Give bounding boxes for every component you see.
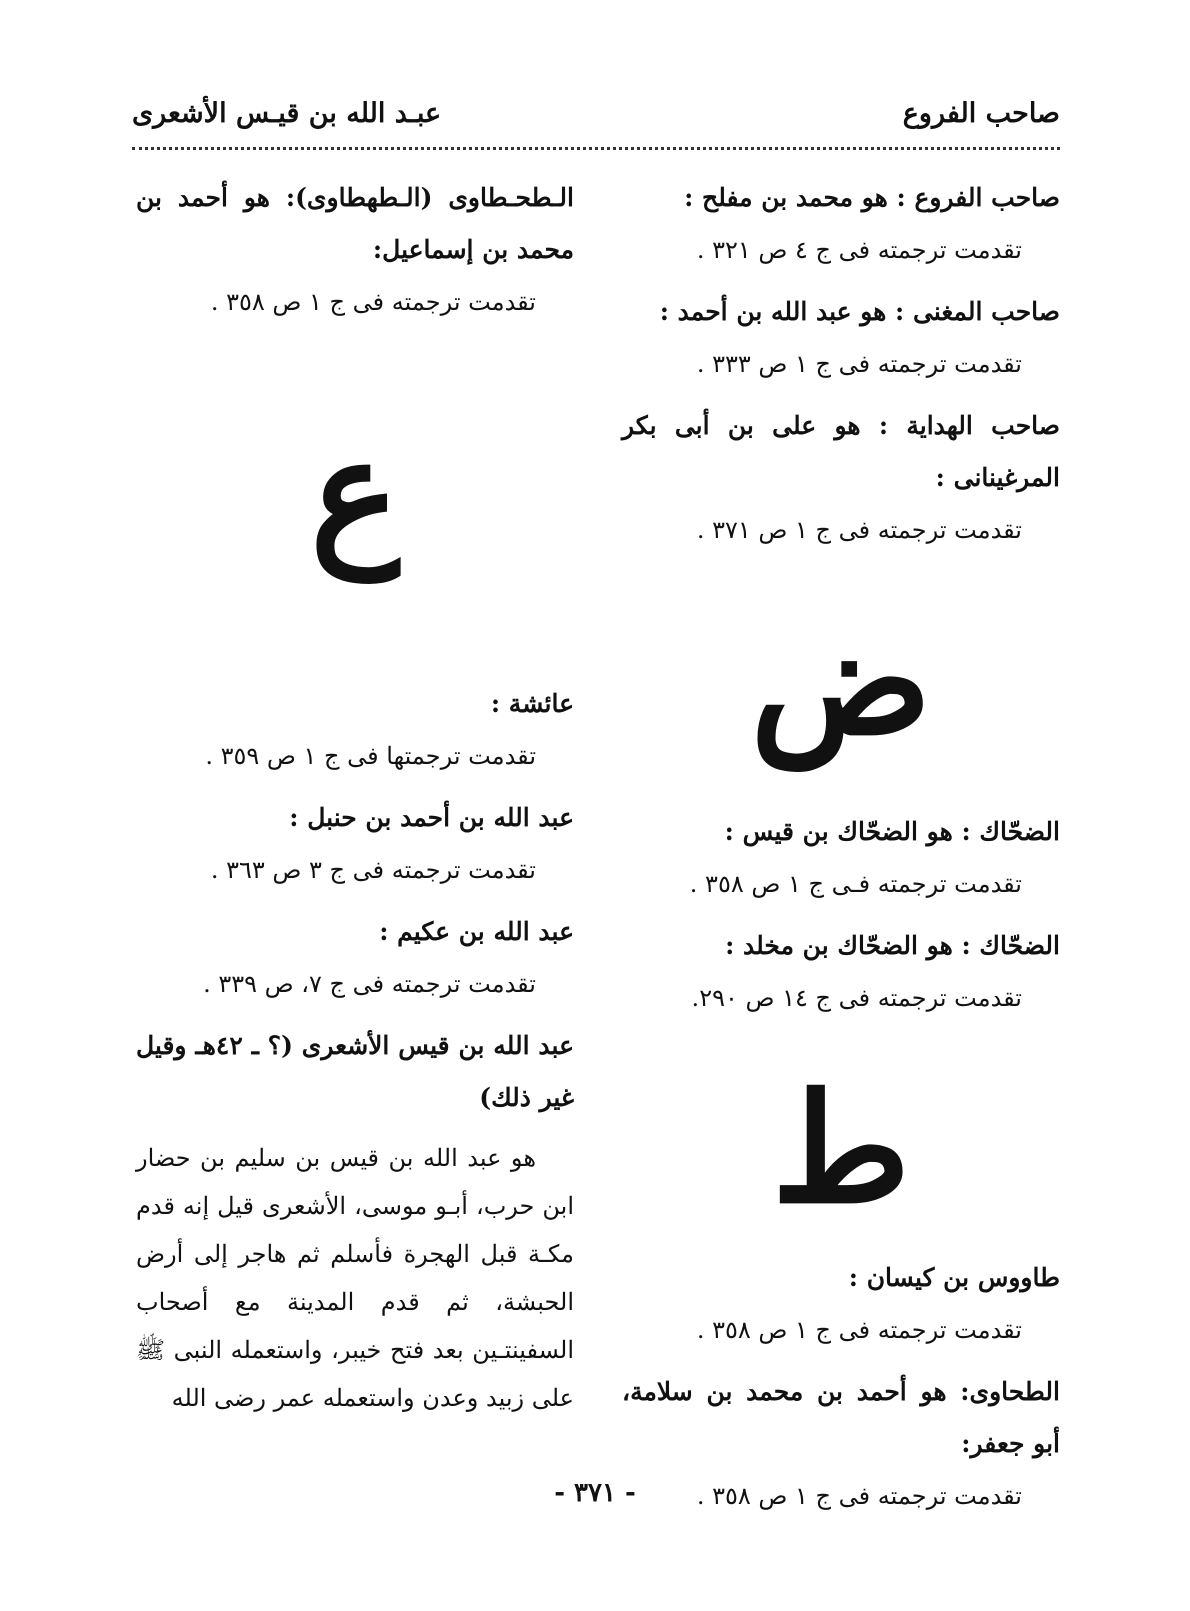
header-divider bbox=[132, 147, 1060, 150]
section-letter-ta: ط bbox=[771, 1061, 911, 1237]
entry-heading: طاووس بن كيسان : bbox=[848, 1263, 1060, 1292]
entry bbox=[136, 1020, 574, 1124]
entry-heading: عبد الله بن قيس الأشعرى (؟ ـ ٤٢هـ وقيل غير ذلك) bbox=[136, 1031, 575, 1112]
right-column bbox=[622, 172, 1060, 1532]
biography-paragraph bbox=[136, 1134, 574, 1422]
entry bbox=[622, 1252, 1060, 1356]
section-letter-ain: ع bbox=[310, 405, 400, 581]
entry-heading: صاحب الهداية : هو على بن أبى بكر المرغينانى : bbox=[622, 411, 1060, 492]
entry bbox=[622, 172, 1060, 276]
entry-heading: الضحّاك : هو الضحّاك بن مخلد : bbox=[725, 931, 1060, 960]
entry-reference: تقدمت ترجمته فى ج ٣ ص ٣٦٣ . bbox=[210, 856, 536, 884]
entry-heading: عبد الله بن أحمد بن حنبل : bbox=[289, 803, 574, 832]
entry-heading: عائشة : bbox=[490, 689, 574, 718]
header-right-title: صاحب الفروع bbox=[902, 98, 1060, 129]
entry-reference: تقدمت ترجمتها فى ج ١ ص ٣٥٩ . bbox=[205, 742, 536, 770]
entry-reference: تقدمت ترجمته فى ج ١ ص ٣٥٨ . bbox=[696, 1482, 1022, 1510]
entry-heading: عبد الله بن عكيم : bbox=[379, 917, 574, 946]
entry bbox=[136, 906, 574, 1010]
header-left-title: عبـد الله بن قيـس الأشعرى bbox=[132, 98, 442, 129]
biography-text: هو عبد الله بن قيس بن سليم بن حضار ابن حرب، أبـو موسى، الأشعرى قيل إنه قدم مكـة قبل الهجرة فأسلم ثم هاجر إلى أرض الحبشة، ثم قدم المدينة مع أصحاب السفينتـين بعد فتح خيبر، واستعمله النبى ﷺ على زبيد وعدن واستعمله عمر رضى الله bbox=[136, 1144, 574, 1412]
entry bbox=[136, 792, 574, 896]
entry-heading: صاحب المغنى : هو عبد الله بن أحمد : bbox=[659, 297, 1060, 326]
entry bbox=[622, 920, 1060, 1024]
entry-heading: الطحاوى: هو أحمد بن محمد بن سلامة، أبو جعفر: bbox=[622, 1377, 1060, 1458]
entry bbox=[622, 400, 1060, 556]
entry-reference: تقدمت ترجمته فى ج ١ ص ٣٥٨ . bbox=[696, 1316, 1022, 1344]
entry bbox=[622, 286, 1060, 390]
entry-heading: الـطحـطاوى (الـطهطاوى): هو أحمد بن محمد بن إسماعيل: bbox=[136, 183, 574, 264]
entry-reference: تقدمت ترجمته فى ج ٧، ص ٣٣٩ . bbox=[203, 970, 536, 998]
section-letter-dad: ض bbox=[750, 593, 932, 769]
entry-reference: تقدمت ترجمته فى ج ١٤ ص ٢٩٠. bbox=[691, 984, 1022, 1012]
page-number: - ٣٧١ - bbox=[554, 1478, 636, 1508]
entry-heading: صاحب الفروع : هو محمد بن مفلح : bbox=[684, 183, 1060, 212]
entry-reference: تقدمت ترجمته فـى ج ١ ص ٣٥٨ . bbox=[689, 870, 1022, 898]
running-header bbox=[132, 98, 1060, 148]
entry bbox=[136, 172, 574, 328]
entry bbox=[622, 806, 1060, 910]
entry-reference: تقدمت ترجمته فى ج ٤ ص ٣٢١ . bbox=[696, 236, 1022, 264]
entry-reference: تقدمت ترجمته فى ج ١ ص ٣٧١ . bbox=[696, 516, 1022, 544]
entry-reference: تقدمت ترجمته فى ج ١ ص ٣٥٨ . bbox=[210, 288, 536, 316]
left-column bbox=[136, 172, 574, 1422]
entry-heading: الضحّاك : هو الضحّاك بن قيس : bbox=[724, 817, 1060, 846]
entry-reference: تقدمت ترجمته فى ج ١ ص ٣٣٣ . bbox=[696, 350, 1022, 378]
entry bbox=[136, 678, 574, 782]
